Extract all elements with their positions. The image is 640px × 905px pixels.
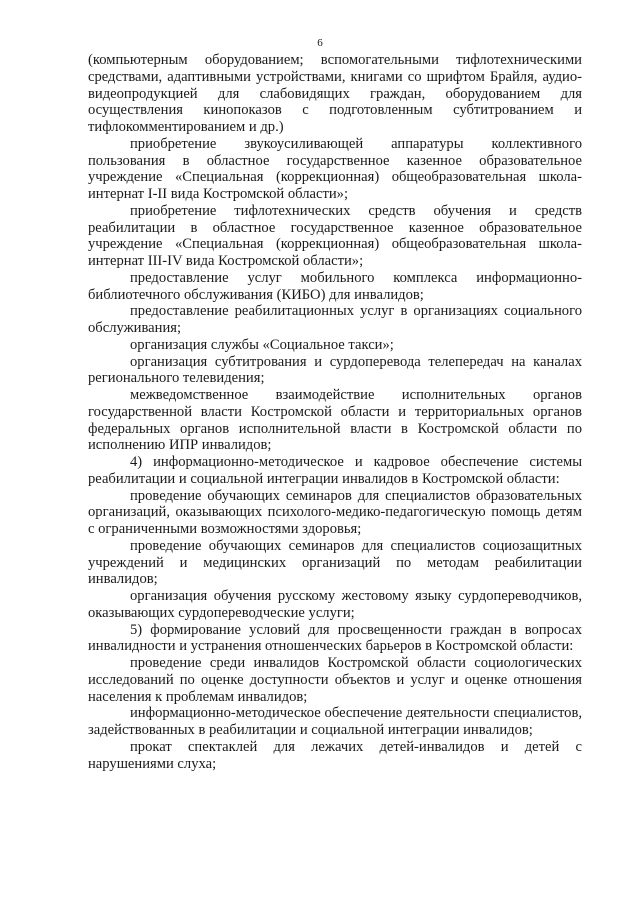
paragraph: проведение среди инвалидов Костромской области социологических исследований по оценке доступности объектов и услуг и оценке отношения населения к проблемам инвалидов; xyxy=(88,655,582,705)
paragraph: прокат спектаклей для лежачих детей-инвалидов и детей с нарушениями слуха; xyxy=(88,738,582,772)
document-body xyxy=(88,52,582,772)
paragraph: проведение обучающих семинаров для специалистов социозащитных учреждений и медицинских организаций по методам реабилитации инвалидов; xyxy=(88,537,582,588)
paragraph: организация обучения русскому жестовому языку сурдопереводчиков, оказывающих сурдопереводческие услуги; xyxy=(88,588,582,621)
paragraph: организация субтитрования и сурдоперевода телепередач на каналах регионального телевидения; xyxy=(88,353,582,387)
paragraph: 4) информационно-методическое и кадровое обеспечение системы реабилитации и социальной интеграции инвалидов в Костромской области: xyxy=(88,454,582,487)
paragraph: межведомственное взаимодействие исполнительных органов государственной власти Костромской области и территориальных органов федеральных органов исполнительной власти в Костромской области по исполнению ИПР инвалидов; xyxy=(88,387,582,454)
paragraph: (компьютерным оборудованием; вспомогательными тифлотехническими средствами, адаптивными устройствами, книгами со шрифтом Брайля, аудио-видеопродукцией для слабовидящих граждан, оборудованием для осуществления кинопоказов с подготовленным субтитрованием и тифлокомментированием и др.) xyxy=(88,52,582,135)
page-number: 6 xyxy=(317,37,323,49)
paragraph: приобретение звукоусиливающей аппаратуры коллективного пользования в областное государственное казенное образовательное учреждение «Специальная (коррекционная) общеобразовательная школа-интернат I-II вида Костромской области»; xyxy=(88,135,582,202)
paragraph: предоставление услуг мобильного комплекса информационно-библиотечного обслуживания (КИБО) для инвалидов; xyxy=(88,269,582,303)
paragraph: организация службы «Социальное такси»; xyxy=(130,336,394,353)
paragraph: информационно-методическое обеспечение деятельности специалистов, задействованных в реабилитации и социальной интеграции инвалидов; xyxy=(88,705,582,738)
paragraph: предоставление реабилитационных услуг в организациях социального обслуживания; xyxy=(88,303,582,336)
paragraph: приобретение тифлотехнических средств обучения и средств реабилитации в областное государственное казенное образовательное учреждение «Специальная (коррекционная) общеобразовательная школа-интернат III-IV вида Костромской области»; xyxy=(88,202,582,269)
paragraph: проведение обучающих семинаров для специалистов образовательных организаций, оказывающих психолого-медико-педагогическую помощь детям с ограниченными возможностями здоровья; xyxy=(88,487,582,537)
paragraph: 5) формирование условий для просвещенности граждан в вопросах инвалидности и устранения отношенческих барьеров в Костромской области: xyxy=(88,621,582,655)
